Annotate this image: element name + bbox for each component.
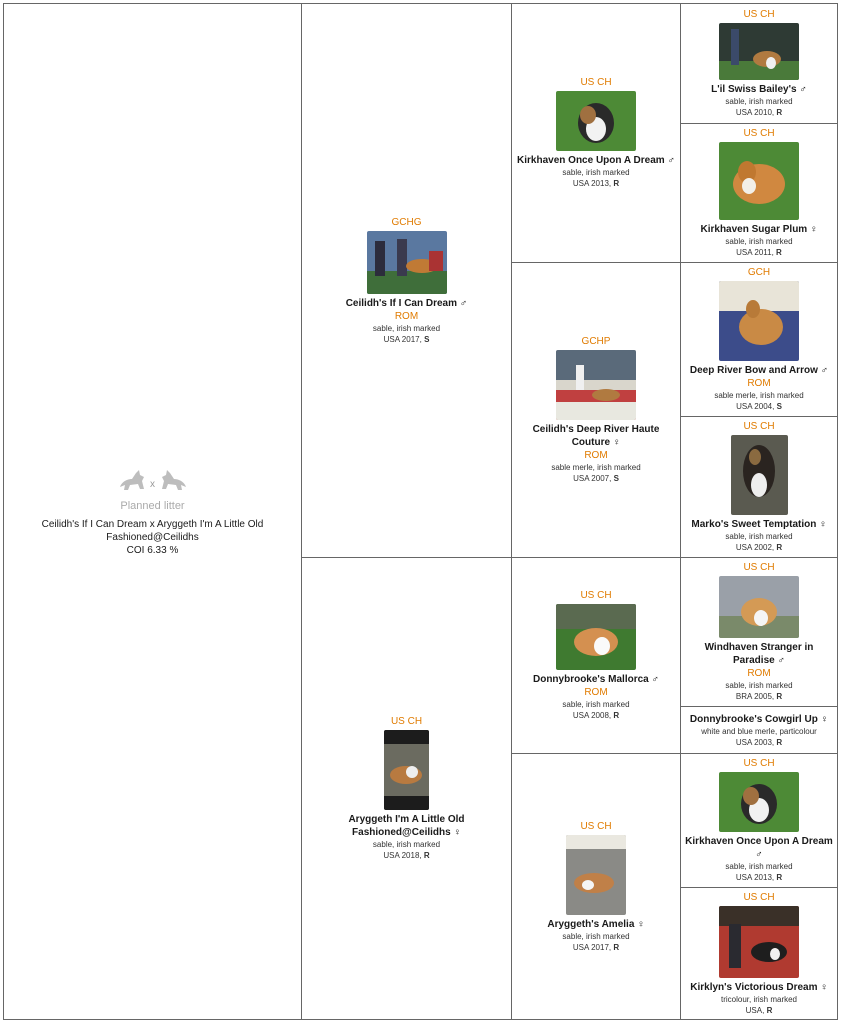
dog-name[interactable]: Kirkhaven Sugar Plum ♀: [700, 224, 818, 235]
dog-name[interactable]: Ceilidh's Deep River Haute Couture ♀: [532, 424, 660, 448]
dog-rom: ROM: [394, 310, 419, 322]
dog-registration: USA 2004, S: [736, 402, 782, 411]
dog-registration: USA 2017, S: [383, 334, 430, 344]
dog-photo[interactable]: [719, 142, 799, 220]
dog-photo[interactable]: [566, 835, 626, 915]
pedigree-cell-sds[interactable]: [680, 262, 838, 417]
male-icon: ♂: [799, 84, 807, 95]
dog-title: GCHG: [391, 216, 422, 228]
dog-registration: USA 2013, R: [572, 179, 620, 188]
female-icon: ♀: [820, 713, 829, 725]
dog-color: sable, irish marked: [725, 532, 793, 541]
pedigree-cell-dss[interactable]: [680, 557, 838, 707]
dog-title: US CH: [743, 758, 775, 769]
dog-registration: USA 2013, R: [735, 873, 783, 882]
dog-color: sable, irish marked: [725, 97, 793, 106]
dog-photo[interactable]: [556, 604, 636, 670]
dog-name[interactable]: Windhaven Stranger in Paradise ♂: [704, 642, 814, 666]
dog-name[interactable]: Kirkhaven Once Upon A Dream ♂: [517, 155, 675, 166]
pedigree-cell-sire[interactable]: [301, 3, 512, 558]
pedigree-cell-dam[interactable]: [301, 557, 512, 1020]
dog-rom: ROM: [747, 668, 771, 679]
dog-color: sable, irish marked: [372, 323, 441, 333]
dog-color: sable, irish marked: [562, 168, 630, 177]
dog-title: US CH: [743, 562, 775, 573]
dog-color: sable merle, irish marked: [551, 463, 641, 472]
female-icon: ♀: [612, 437, 621, 448]
collie-silhouettes-icon: [118, 467, 188, 498]
pedigree-cell-ssd[interactable]: [680, 123, 838, 263]
dog-color: sable, irish marked: [562, 700, 630, 709]
dog-photo[interactable]: [384, 730, 429, 810]
dog-title: GCHP: [581, 336, 611, 347]
dog-registration: USA 2017, R: [572, 942, 620, 952]
dog-name[interactable]: L'il Swiss Bailey's ♂: [711, 84, 807, 95]
dog-registration: USA 2008, R: [572, 711, 620, 720]
dog-photo[interactable]: [719, 906, 799, 978]
dog-rom: ROM: [584, 450, 608, 461]
dog-color: sable, irish marked: [372, 840, 441, 849]
dog-registration: USA 2018, R: [383, 851, 430, 860]
pedigree-cell-sd[interactable]: [511, 262, 681, 558]
dog-photo[interactable]: [556, 91, 636, 151]
dog-photo[interactable]: [719, 23, 799, 80]
pedigree-cell-dsd[interactable]: [680, 706, 838, 754]
coi-value: COI 6.33 %: [126, 544, 179, 556]
dog-name[interactable]: Aryggeth's Amelia ♀: [547, 918, 645, 930]
male-icon: ♂: [820, 365, 829, 376]
dog-color: sable, irish marked: [725, 681, 793, 690]
dog-color: sable, irish marked: [725, 237, 793, 246]
dog-photo[interactable]: [556, 350, 636, 420]
dog-name[interactable]: Donnybrooke's Cowgirl Up ♀: [689, 713, 829, 725]
pedigree-cell-ds[interactable]: [511, 557, 681, 754]
female-icon: ♀: [453, 827, 461, 838]
pedigree-cell-ss[interactable]: [511, 3, 681, 263]
male-icon: ♂: [667, 155, 675, 166]
dog-color: white and blue merle, particolour: [701, 726, 817, 736]
dog-color: sable merle, irish marked: [714, 391, 804, 400]
dog-rom: ROM: [747, 378, 771, 389]
litter-name[interactable]: Ceilidh's If I Can Dream x Aryggeth I'm A Little Old Fashioned@Ceilidhs: [41, 518, 264, 543]
dog-photo[interactable]: [719, 576, 799, 638]
dog-title: GCH: [747, 267, 771, 278]
female-icon: ♀: [819, 519, 827, 530]
dog-title: US CH: [743, 128, 775, 139]
dog-registration: USA, R: [745, 1005, 773, 1015]
dog-name[interactable]: Ceilidh's If I Can Dream ♂: [345, 297, 468, 309]
dog-name[interactable]: Kirkhaven Once Upon A Dream ♂: [685, 836, 833, 860]
dog-registration: USA 2003, R: [735, 737, 783, 747]
planned-litter-label: Planned litter: [120, 499, 185, 512]
dog-rom: ROM: [584, 687, 608, 698]
male-icon: ♂: [755, 849, 763, 860]
dog-name[interactable]: Aryggeth I'm A Little Old Fashioned@Ceilidhs ♀: [348, 814, 465, 838]
dog-registration: USA 2007, S: [573, 474, 619, 483]
dog-title: US CH: [580, 77, 612, 88]
dog-photo[interactable]: [731, 435, 788, 515]
dog-title: US CH: [580, 590, 612, 601]
pedigree-cell-dd[interactable]: [511, 753, 681, 1020]
dog-name[interactable]: Marko's Sweet Temptation ♀: [691, 519, 827, 530]
dog-name[interactable]: Deep River Bow and Arrow ♂: [689, 365, 829, 376]
dog-color: tricolour, irish marked: [720, 994, 798, 1004]
pedigree-cell-sdd[interactable]: [680, 416, 838, 558]
x-label: x: [149, 478, 155, 490]
dog-photo[interactable]: [719, 772, 799, 832]
dog-color: sable, irish marked: [725, 862, 793, 871]
male-icon: ♂: [651, 674, 660, 685]
dog-photo[interactable]: [719, 281, 799, 361]
female-icon: ♀: [809, 224, 818, 235]
dog-registration: USA 2011, R: [736, 248, 782, 257]
pedigree-cell-dds[interactable]: [680, 753, 838, 888]
dog-title: US CH: [743, 9, 775, 20]
dog-registration: USA 2010, R: [735, 108, 783, 117]
dog-title: US CH: [580, 820, 612, 832]
dog-photo[interactable]: [367, 231, 447, 294]
male-icon: ♂: [777, 655, 785, 666]
dog-title: US CH: [390, 716, 423, 727]
female-icon: ♀: [637, 918, 645, 930]
dog-registration: USA 2002, R: [735, 543, 783, 552]
female-icon: ♀: [820, 981, 828, 993]
dog-color: sable, irish marked: [562, 931, 630, 941]
pedigree-cell-ddd[interactable]: [680, 887, 838, 1020]
dog-registration: BRA 2005, R: [735, 692, 783, 701]
pedigree-cell-sss[interactable]: [680, 3, 838, 124]
litter-cell: [3, 3, 302, 1020]
male-icon: ♂: [459, 297, 468, 309]
dog-name[interactable]: Kirklyn's Victorious Dream ♀: [690, 981, 828, 993]
dog-name[interactable]: Donnybrooke's Mallorca ♂: [532, 674, 660, 685]
dog-title: US CH: [743, 891, 775, 903]
dog-title: US CH: [743, 421, 775, 432]
